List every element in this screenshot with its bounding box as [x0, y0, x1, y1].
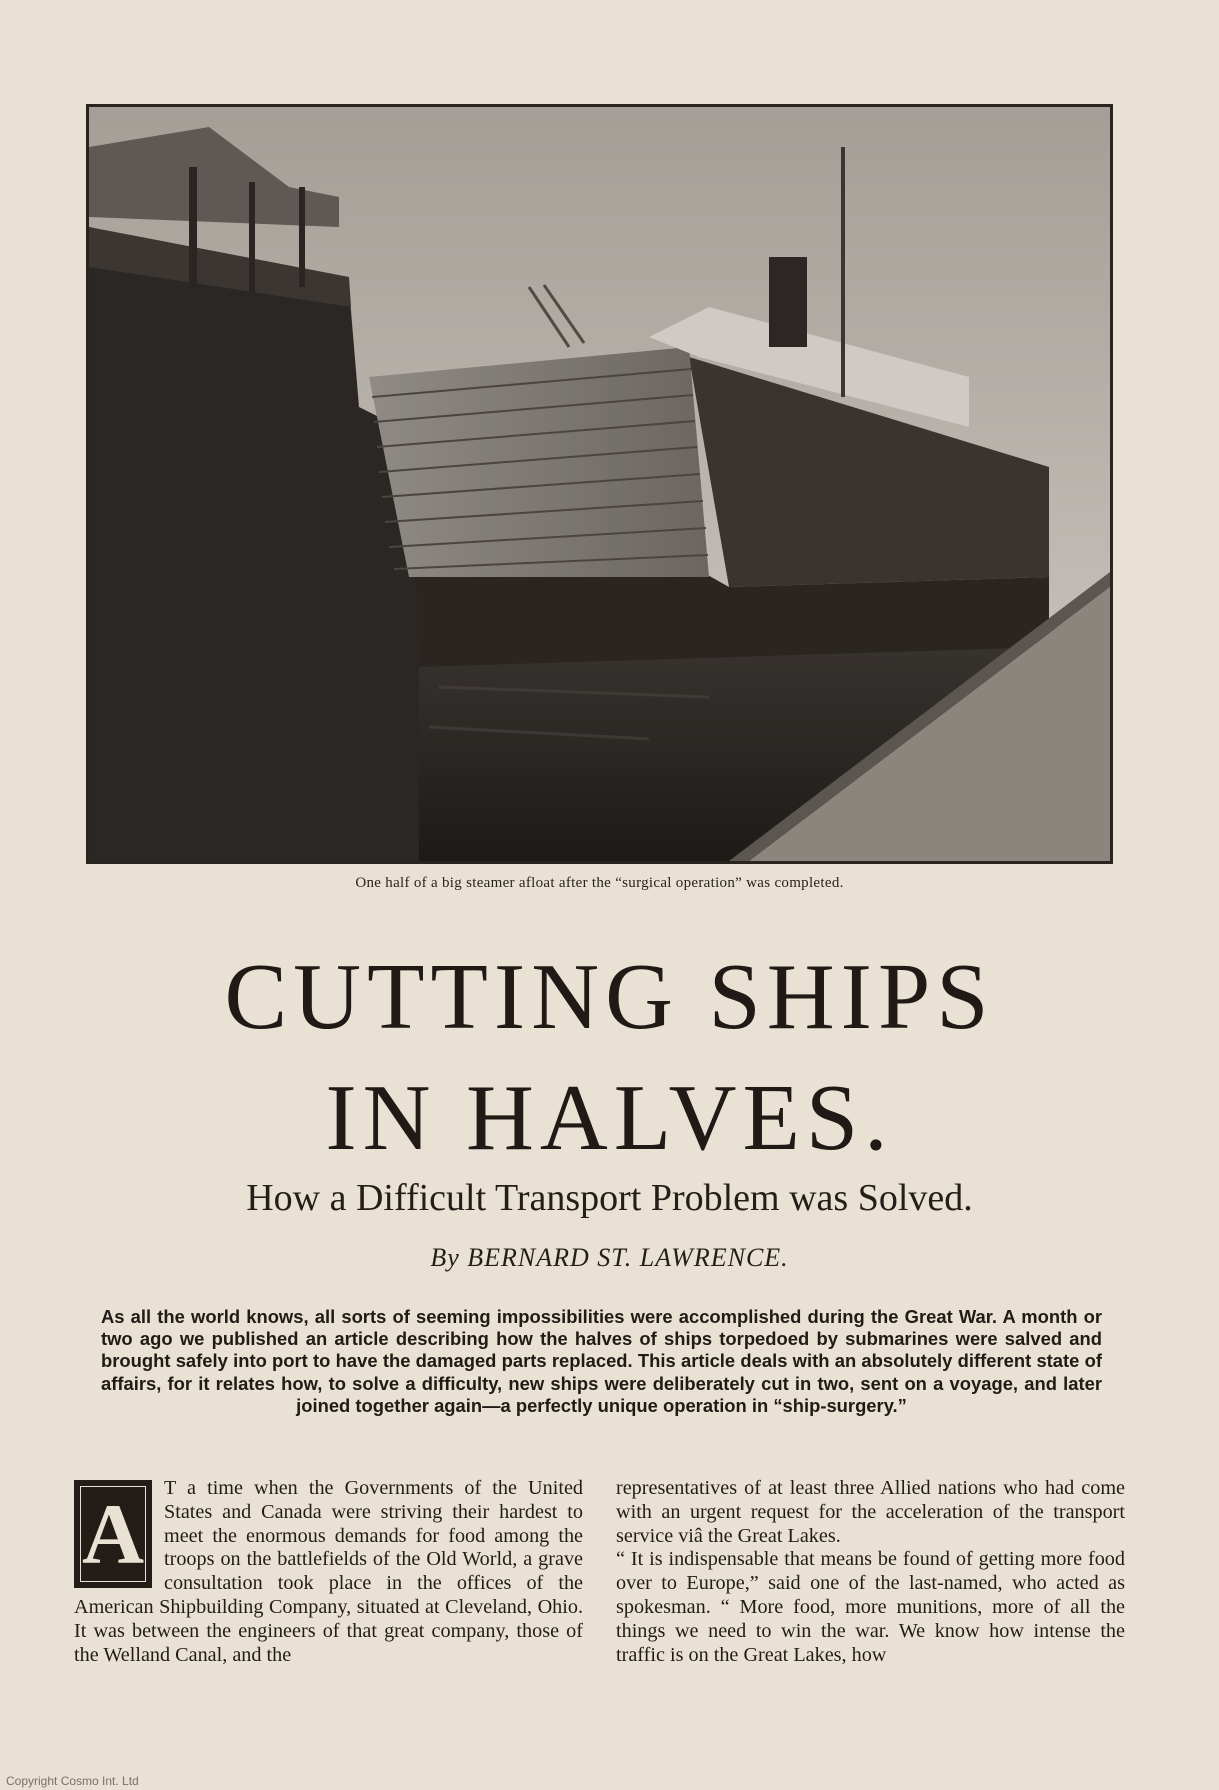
dropcap-ornament	[74, 1480, 152, 1588]
right-column-paragraph-1: representatives of at least three Allied nations who had come with an urgent request for the acceleration of the transport service viâ the Great Lakes.	[616, 1477, 1125, 1547]
article-intro: As all the world knows, all sorts of seeming impossibilities were accomplished during the Great War. A month or two ago we published an article describing how the halves of ships torpedoed by submarines were salved and brought safely into port to have the damaged parts replaced. This article deals with an absolutely different state of affairs, for it relates how, to solve a difficulty, new ships were deliberately cut in two, sent on a voyage, and later joined together again—a perfectly unique operation in “ship-surgery.”	[101, 1306, 1102, 1416]
article-column-right	[616, 1477, 1125, 1667]
steamer-half-photo	[89, 107, 1110, 861]
article-byline: By BERNARD ST. LAWRENCE.	[430, 1243, 789, 1272]
copyright-notice: Copyright Cosmo Int. Ltd	[6, 1774, 139, 1788]
right-column-paragraph-2: “ It is indispensable that means be found of getting more food over to Europe,” said one of the last-named, who acted as spokesman. “ More food, more munitions, more of all the things we need to win the war. We know how intense the traffic is on the Great Lakes, how	[616, 1548, 1125, 1666]
left-column-text: T a time when the Governments of the United States and Canada were striving their hardest to meet the enormous demands for food among the troops on the battlefields of the Old World, a grave consultation took place in the offices of the American Shipbuilding Company, situated at Cleveland, Ohio. It was between the engineers of that great company, those of the Welland Canal, and the	[74, 1477, 583, 1666]
dropcap-letter: A	[81, 1486, 145, 1582]
article-title-line-2: IN HALVES.	[325, 1066, 894, 1170]
article-subtitle: How a Difficult Transport Problem was Solved.	[246, 1177, 973, 1219]
article-title-line-1: CUTTING SHIPS	[224, 945, 995, 1049]
photo-caption: One half of a big steamer afloat after the “surgical operation” was completed.	[355, 875, 844, 891]
article-photo	[86, 104, 1113, 864]
article-column-left	[74, 1477, 583, 1667]
